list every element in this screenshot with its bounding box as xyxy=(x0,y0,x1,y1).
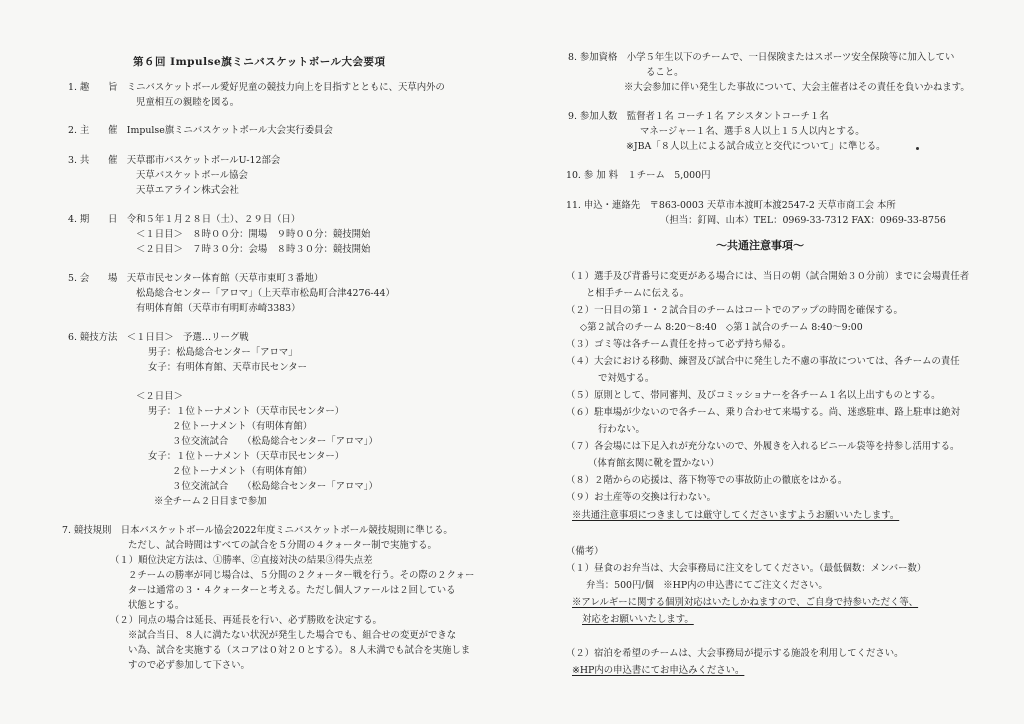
remark-1-lunch: 弁当：500円/個 ※HP内の申込書にてご注文ください。 xyxy=(586,580,828,591)
cosponsor-line-2: 天草バスケットボール協会 xyxy=(136,170,248,181)
cosponsor-line: 3. 共 催 天草郡市バスケットボールU-12部会 xyxy=(68,155,281,166)
venue-line-2: 松島総合センター「アロマ」（上天草市松島町合津4276-44） xyxy=(136,288,395,299)
rules-note-2: い為、試合を実施する（スコアは０対２０とする）。８人未満でも試合を実施しま xyxy=(128,645,471,656)
date-line: 4. 期 日 令和５年１月２８日（土）、２９日（日） xyxy=(68,214,301,225)
remark-1-allergy: ※アレルギーに関する個別対応はいたしかねますので、ご自身で持参いただく等、 xyxy=(572,597,919,608)
note-1-cont: と相手チームに伝える。 xyxy=(586,288,690,299)
note-4: （４）大会における移動、練習及び試合中に発生した不慮の事故については、各チームの責任 xyxy=(566,356,960,367)
boys-3rd: ３位交流試合 （松島総合センター「アロマ」） xyxy=(172,436,378,447)
note-9: （９）お土産等の交換は行わない。 xyxy=(566,492,717,503)
rules-ranking: （１）順位決定方法は、①勝率、②直接対決の結果③得失点差 xyxy=(110,555,373,566)
all-teams-note: ※全チーム２日目まで参加 xyxy=(154,496,267,507)
girls-3rd: ３位交流試合 （松島総合センター「アロマ」） xyxy=(172,481,378,492)
rules-line-2: ただし、試合時間はすべての試合を５分間の４クォーター制で実施する。 xyxy=(128,540,437,551)
venue-line: 5. 会 場 天草市民センター体育館（天草市東町３番地） xyxy=(68,273,324,284)
note-6-cont: 行わない。 xyxy=(598,424,645,435)
date-day2: ＜２日目＞ ７時３０分：会場 ８時３０分：競技開始 xyxy=(136,244,371,255)
method-day1-girls: 女子：有明体育館、天草市民センター xyxy=(148,362,308,373)
note-1: （１）選手及び背番号に変更がある場合には、当日の朝（試合開始３０分前）までに会場責任者 xyxy=(566,271,970,282)
purpose-line-cont: 児童相互の親睦を図る。 xyxy=(136,97,240,108)
rules-note-3: すので必ず参加して下さい。 xyxy=(128,660,250,671)
note-6: （６）駐車場が少ないので各チーム、乗り合わせて来場する。尚、迷惑駐車、路上駐車は絶対 xyxy=(566,407,961,418)
stray-dot-mark xyxy=(916,147,919,150)
document-title: 第６回 Impulse旗ミニバスケットボール大会要項 xyxy=(133,56,386,68)
common-notes-heading: ～共通注意事項～ xyxy=(716,239,804,252)
note-3: （３）ゴミ等は各チーム責任を持って必ず持ち帰る。 xyxy=(566,339,792,350)
remark-2-apply: ※HP内の申込書にてお申込みください。 xyxy=(572,665,745,676)
note-5: （５）原則として、帯同審判、及びコミッショナーを各チーム１名以上出すものとする。 xyxy=(566,390,941,401)
rules-ranking-2: ２チームの勝率が同じ場合は、５分間の２クォーター戦を行う。その際の２クォー xyxy=(128,570,475,581)
venue-line-3: 有明体育館（天草市有明町赤崎3383） xyxy=(136,303,301,314)
participants-note: ※JBA「８人以上による試合成立と交代について」に準じる。 xyxy=(626,141,886,152)
common-notes-request: ※共通注意事項につきましては厳守してくださいますようお願いいたします。 xyxy=(572,510,900,521)
boys-1st: 男子：１位トーナメント（天草市民センター） xyxy=(148,406,345,417)
note-8: （８）２階からの応援は、落下物等での事故防止の徹底をはかる。 xyxy=(566,475,848,486)
remark-1-allergy-cont: 対応をお願いいたします。 xyxy=(582,614,694,625)
remark-1: （１）昼食のお弁当は、大会事務局に注文をしてください。（最低個数：メンバー数） xyxy=(566,563,927,574)
participants-line-2: マネージャー１名、選手８人以上１５人以内とする。 xyxy=(640,126,865,137)
organizer-line: 2. 主 催 Impulse旗ミニバスケットボール大会実行委員会 xyxy=(68,125,333,136)
fee-line: 10. 参 加 料 １チーム 5,000円 xyxy=(566,170,711,181)
contact-line-2: （担当：釘岡、山本）TEL：0969-33-7312 FAX：0969-33-8756 xyxy=(660,215,946,226)
participants-line: 9. 参加人数 監督者１名 コーチ１名 アシスタントコーチ１名 xyxy=(568,111,829,122)
rules-tie: （２）同点の場合は延長、再延長を行い、必ず勝敗を決定する。 xyxy=(110,615,382,626)
rules-note: ※試合当日、８人に満たない状況が発生した場合でも、組合せの変更ができな xyxy=(128,630,457,641)
eligibility-note: ※大会参加に伴い発生した事故について、大会主催者はその責任を負いかねます。 xyxy=(624,82,970,93)
rules-ranking-4: 状態とする。 xyxy=(128,600,185,611)
remarks-heading: （備考） xyxy=(566,546,604,557)
note-7: （７）各会場には下足入れが充分ないので、外履きを入れるビニール袋等を持参し活用する。 xyxy=(566,441,960,452)
note-4-cont: で対処する。 xyxy=(598,373,655,384)
note-7-cont: （体育館玄関に靴を置かない） xyxy=(588,458,720,469)
eligibility-line-2: ること。 xyxy=(646,67,684,78)
girls-2nd: ２位トーナメント（有明体育館） xyxy=(172,466,313,477)
method-line: 6. 競技方法 ＜１日目＞ 予選…リーグ戦 xyxy=(68,332,249,343)
cosponsor-line-3: 天草エアライン株式会社 xyxy=(136,185,239,196)
boys-2nd: ２位トーナメント（有明体育館） xyxy=(172,421,313,432)
eligibility-line: 8. 参加資格 小学５年生以下のチームで、一日保険またはスポーツ安全保険等に加入してい xyxy=(568,52,955,63)
remark-2: （２）宿泊を希望のチームは、大会事務局が提示する施設を利用してください。 xyxy=(566,648,904,659)
purpose-line: 1. 趣 旨 ミニバスケットボール愛好児童の競技力向上を目指すとともに、天草内外の xyxy=(68,82,445,93)
rules-ranking-3: ターは通常の３・４クォーターと考える。ただし個人ファールは２回している xyxy=(128,585,456,596)
girls-1st: 女子：１位トーナメント（天草市民センター） xyxy=(148,451,345,462)
contact-line: 11. 申込・連絡先 〒863-0003 天草市本渡町本渡2547-2 天草市商工会 本所 xyxy=(566,200,896,211)
note-2: （２）一日目の第１・２試合目のチームはコートでのアップの時間を確保する。 xyxy=(566,305,903,316)
method-day1-boys: 男子：松島総合センター「アロマ」 xyxy=(148,347,298,358)
note-2-schedule: ◇第２試合のチーム 8:20～8:40 ◇第１試合のチーム 8:40～9:00 xyxy=(580,322,863,333)
date-day1: ＜１日目＞ ８時００分：開場 ９時００分：競技開始 xyxy=(136,229,371,240)
rules-line: 7. 競技規則 日本バスケットボール協会2022年度ミニバスケットボール競技規則に準じる。 xyxy=(62,525,453,536)
method-day2: ＜２日目＞ xyxy=(136,391,183,402)
